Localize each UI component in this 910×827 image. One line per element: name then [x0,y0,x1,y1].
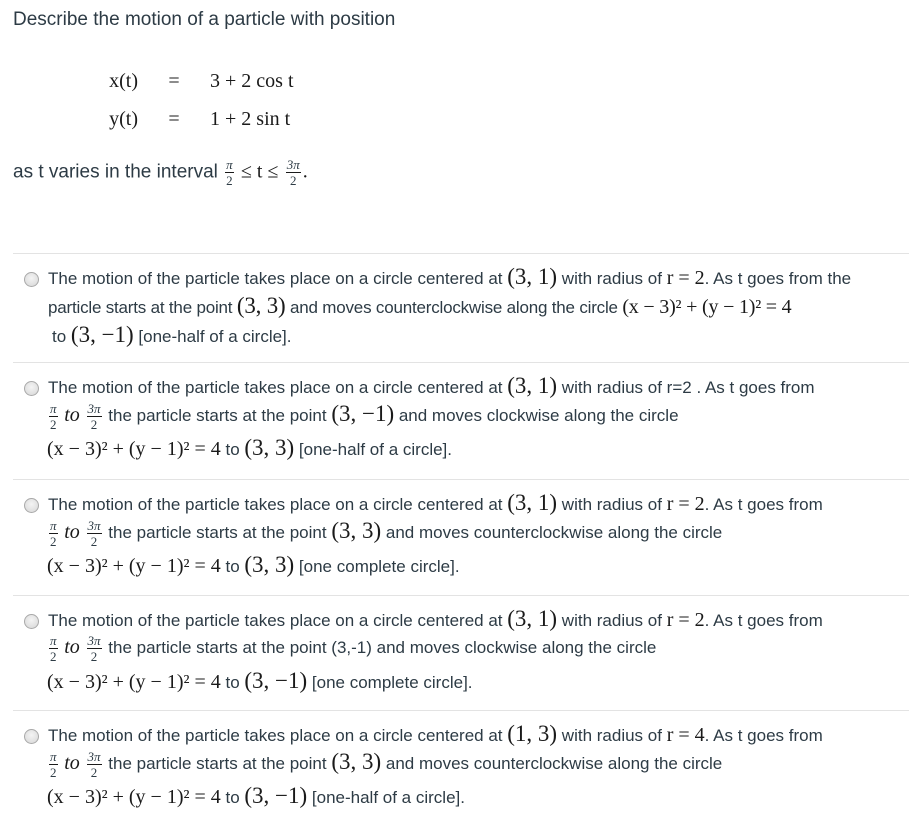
answer-option-5[interactable] [13,710,909,820]
option-text: to [220,788,245,807]
math-expression: r = 4 [666,724,705,746]
option-text: and moves counterclockwise along the circle [381,523,723,542]
answer-option-1[interactable] [13,253,909,362]
option-5-line-2 [47,749,722,779]
fraction-pi-over-2: $\frac{\pi}{2}$ [50,633,57,664]
option-text: with radius of [557,726,667,745]
math-to: to [64,752,80,774]
option-4-line-3 [47,668,473,694]
math-expression: (3, 3) [331,749,382,774]
option-3-line-3 [47,552,460,578]
option-text: the particle starts at the point [108,754,332,773]
fraction-3pi-over-2: $\frac{3\pi}{2}$ [87,401,101,433]
radio-button-option-2[interactable] [24,381,39,396]
math-expression: (x − 3)² + (y − 1)² = 4 [47,786,221,808]
option-text: The motion of the particle takes place on a circle centered at [48,495,508,514]
math-expression: (1, 3) [507,721,558,746]
option-3-line-1 [48,490,823,516]
equation-x [96,62,294,100]
option-text: and moves counterclockwise along the circle [381,754,723,773]
option-text: the particle starts at the point [108,406,332,425]
math-expression: r = 2 [666,609,705,631]
math-expression: (3, 3) [331,518,382,543]
math-to: to [64,404,80,426]
fraction-pi-over-2: $\frac{\pi}{2}$ [50,749,57,781]
option-text: The motion of the particle takes place on a circle centered at [48,378,508,397]
option-text: the particle starts at the point [108,523,332,542]
option-5-line-3 [47,783,465,809]
option-2-line-2 [47,401,679,431]
option-text: with radius of r=2 . As t goes from [557,378,815,397]
math-expression: (3, 1) [507,373,558,398]
option-text: to [52,327,71,346]
answer-option-3[interactable] [13,479,909,595]
math-expression: (3, 1) [507,264,558,289]
fraction-3pi-over-2: $\frac{3\pi}{2}$ [87,518,101,550]
option-text: with radius of [557,495,667,514]
interval-lower-num: π [226,157,233,172]
option-text: [one-half of a circle]. [294,440,453,459]
interval-statement [13,158,308,187]
math-expression: (x − 3)² + (y − 1)² = 4 [47,671,221,693]
option-text: . As t goes from [704,726,823,745]
fraction-pi-over-2: $\frac{\pi}{2}$ [50,401,57,433]
interval-upper-fraction [286,158,301,187]
math-expression: (3, −1) [331,401,395,426]
option-1-line-2 [48,293,791,319]
fraction-pi-over-2: $\frac{\pi}{2}$ [50,518,57,550]
math-to: to [64,635,80,658]
equation-x-sign: = [168,69,180,92]
math-expression: r = 2 [666,493,705,515]
radio-button-option-1[interactable] [24,272,39,287]
option-text: The motion of the particle takes place on a circle centered at [48,726,508,745]
math-expression: (3, 3) [244,435,295,460]
option-2-line-1 [48,373,815,399]
option-text: . As t goes from the [704,269,852,288]
option-4-line-1 [48,606,823,632]
interval-end: . [302,160,308,183]
fraction-3pi-over-2: $\frac{3\pi}{2}$ [87,633,101,664]
option-4-line-2 [47,634,656,663]
fraction-3pi-over-2: $\frac{3\pi}{2}$ [87,749,101,781]
option-text: The motion of the particle takes place on a circle centered at [48,269,508,288]
math-expression: (x − 3)² + (y − 1)² = 4 [47,438,221,460]
equation-x-lhs: x(t) [109,69,138,92]
interval-upper-den: 2 [290,173,297,188]
option-text: [one complete circle]. [294,557,460,576]
math-expression: (3, 3) [244,552,295,577]
parametric-equations [96,62,294,138]
option-text: to [220,557,245,576]
math-expression: (3, 1) [507,490,558,515]
answer-options [13,253,909,820]
option-text: and moves counterclockwise along the circle [285,298,623,317]
math-expression: (x − 3)² + (y − 1)² = 4 [47,555,221,577]
option-text: [one-half of a circle]. [307,788,465,807]
interval-lower-fraction [225,158,234,187]
option-text: the particle starts at the point (3,-1) and moves clockwise along the circle [108,637,657,657]
math-expression: (3, 1) [507,606,558,631]
radio-button-option-4[interactable] [24,614,39,629]
radio-button-option-3[interactable] [24,498,39,513]
math-expression: (3, −1) [244,668,308,693]
option-text: . As t goes from [704,611,823,630]
math-to: to [64,521,80,543]
interval-upper-num: 3π [286,157,300,172]
option-2-line-3 [47,435,452,461]
option-1-line-1 [48,264,851,290]
equation-y-sign: = [168,107,180,130]
option-text: particle starts at the point [48,298,237,317]
equation-y [96,100,294,138]
math-expression: r = 2 [666,267,705,289]
equation-y-rhs: 1 + 2 sin t [210,107,291,130]
option-text: to [220,440,245,459]
option-text: and moves clockwise along the circle [394,406,679,425]
equation-y-lhs: y(t) [109,107,138,130]
math-expression: (x − 3)² + (y − 1)² = 4 [622,296,792,318]
answer-option-4[interactable] [13,595,909,710]
interval-prefix: as t varies in the interval [13,161,218,183]
option-text: The motion of the particle takes place on a circle centered at [48,611,508,630]
question-prompt: Describe the motion of a particle with position [13,9,396,30]
option-text: [one-half of a circle]. [133,327,292,346]
math-expression: (3, −1) [244,783,308,808]
interval-relation: ≤ t ≤ [240,160,279,183]
option-text: [one complete circle]. [307,673,473,692]
option-text: with radius of [557,269,667,288]
option-3-line-2 [47,518,722,548]
math-expression: (3, −1) [70,322,134,347]
option-text: to [220,673,245,692]
radio-button-option-5[interactable] [24,729,39,744]
option-text: . As t goes from [704,495,823,514]
option-text: with radius of [557,611,667,630]
interval-lower-den: 2 [226,173,233,188]
option-1-line-3 [52,322,292,348]
math-expression: (3, 3) [236,293,286,318]
equation-x-rhs: 3 + 2 cos t [210,69,294,92]
option-5-line-1 [48,721,823,747]
answer-option-2[interactable] [13,362,909,479]
